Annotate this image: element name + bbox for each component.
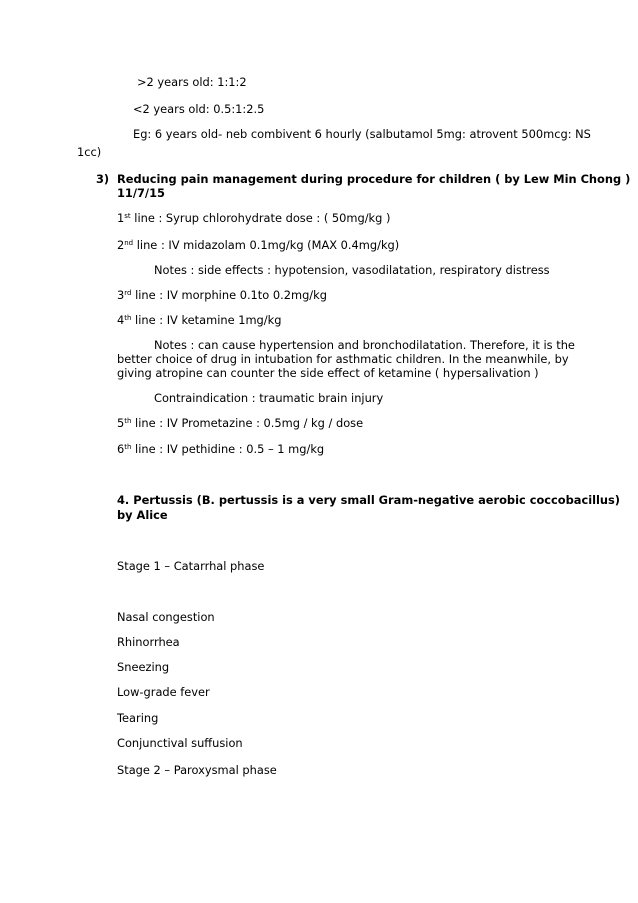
symptom-item: Conjunctival suffusion xyxy=(117,736,243,750)
ketamine-notes-line-3: giving atropine can counter the side effect of ketamine ( hypersalivation ) xyxy=(117,366,539,380)
section3-number: 3) xyxy=(96,172,110,186)
stage-1-heading: Stage 1 – Catarrhal phase xyxy=(117,559,265,573)
example-line-2: 1cc) xyxy=(77,145,102,159)
symptom-item: Tearing xyxy=(117,711,159,725)
fourth-line-drug: 4th line : IV ketamine 1mg/kg xyxy=(117,313,282,327)
symptom-item: Low-grade fever xyxy=(117,685,210,699)
contraindication: Contraindication : traumatic brain injury xyxy=(154,391,384,405)
sixth-line-drug: 6th line : IV pethidine : 0.5 – 1 mg/kg xyxy=(117,442,325,456)
symptom-item: Nasal congestion xyxy=(117,610,215,624)
ratio-over-2-years: >2 years old: 1:1:2 xyxy=(137,75,247,89)
section4-author: by Alice xyxy=(117,508,168,522)
ketamine-notes-line-2: better choice of drug in intubation for asthmatic children. In the meanwhile, by xyxy=(117,352,569,366)
example-line-1: Eg: 6 years old- neb combivent 6 hourly (salbutamol 5mg: atrovent 500mcg: NS xyxy=(133,127,591,141)
ratio-under-2-years: <2 years old: 0.5:1:2.5 xyxy=(133,102,265,116)
stage-2-heading: Stage 2 – Paroxysmal phase xyxy=(117,763,277,777)
section3-date: 11/7/15 xyxy=(117,186,165,200)
ketamine-notes-line-1: Notes : can cause hypertension and bronchodilatation. Therefore, it is the xyxy=(154,338,575,352)
third-line-drug: 3rd line : IV morphine 0.1to 0.2mg/kg xyxy=(117,288,327,302)
symptom-item: Sneezing xyxy=(117,660,170,674)
section4-title: 4. Pertussis (B. pertussis is a very small Gram-negative aerobic coccobacillus) xyxy=(117,493,621,507)
symptom-item: Rhinorrhea xyxy=(117,635,180,649)
midazolam-notes: Notes : side effects : hypotension, vasodilatation, respiratory distress xyxy=(154,263,550,277)
second-line-drug: 2nd line : IV midazolam 0.1mg/kg (MAX 0.4mg/kg) xyxy=(117,238,400,252)
fifth-line-drug: 5th line : IV Prometazine : 0.5mg / kg / dose xyxy=(117,416,364,430)
first-line-drug: 1st line : Syrup chlorohydrate dose : ( 50mg/kg ) xyxy=(117,211,391,225)
section3-title: Reducing pain management during procedure for children ( by Lew Min Chong ) xyxy=(117,172,631,186)
